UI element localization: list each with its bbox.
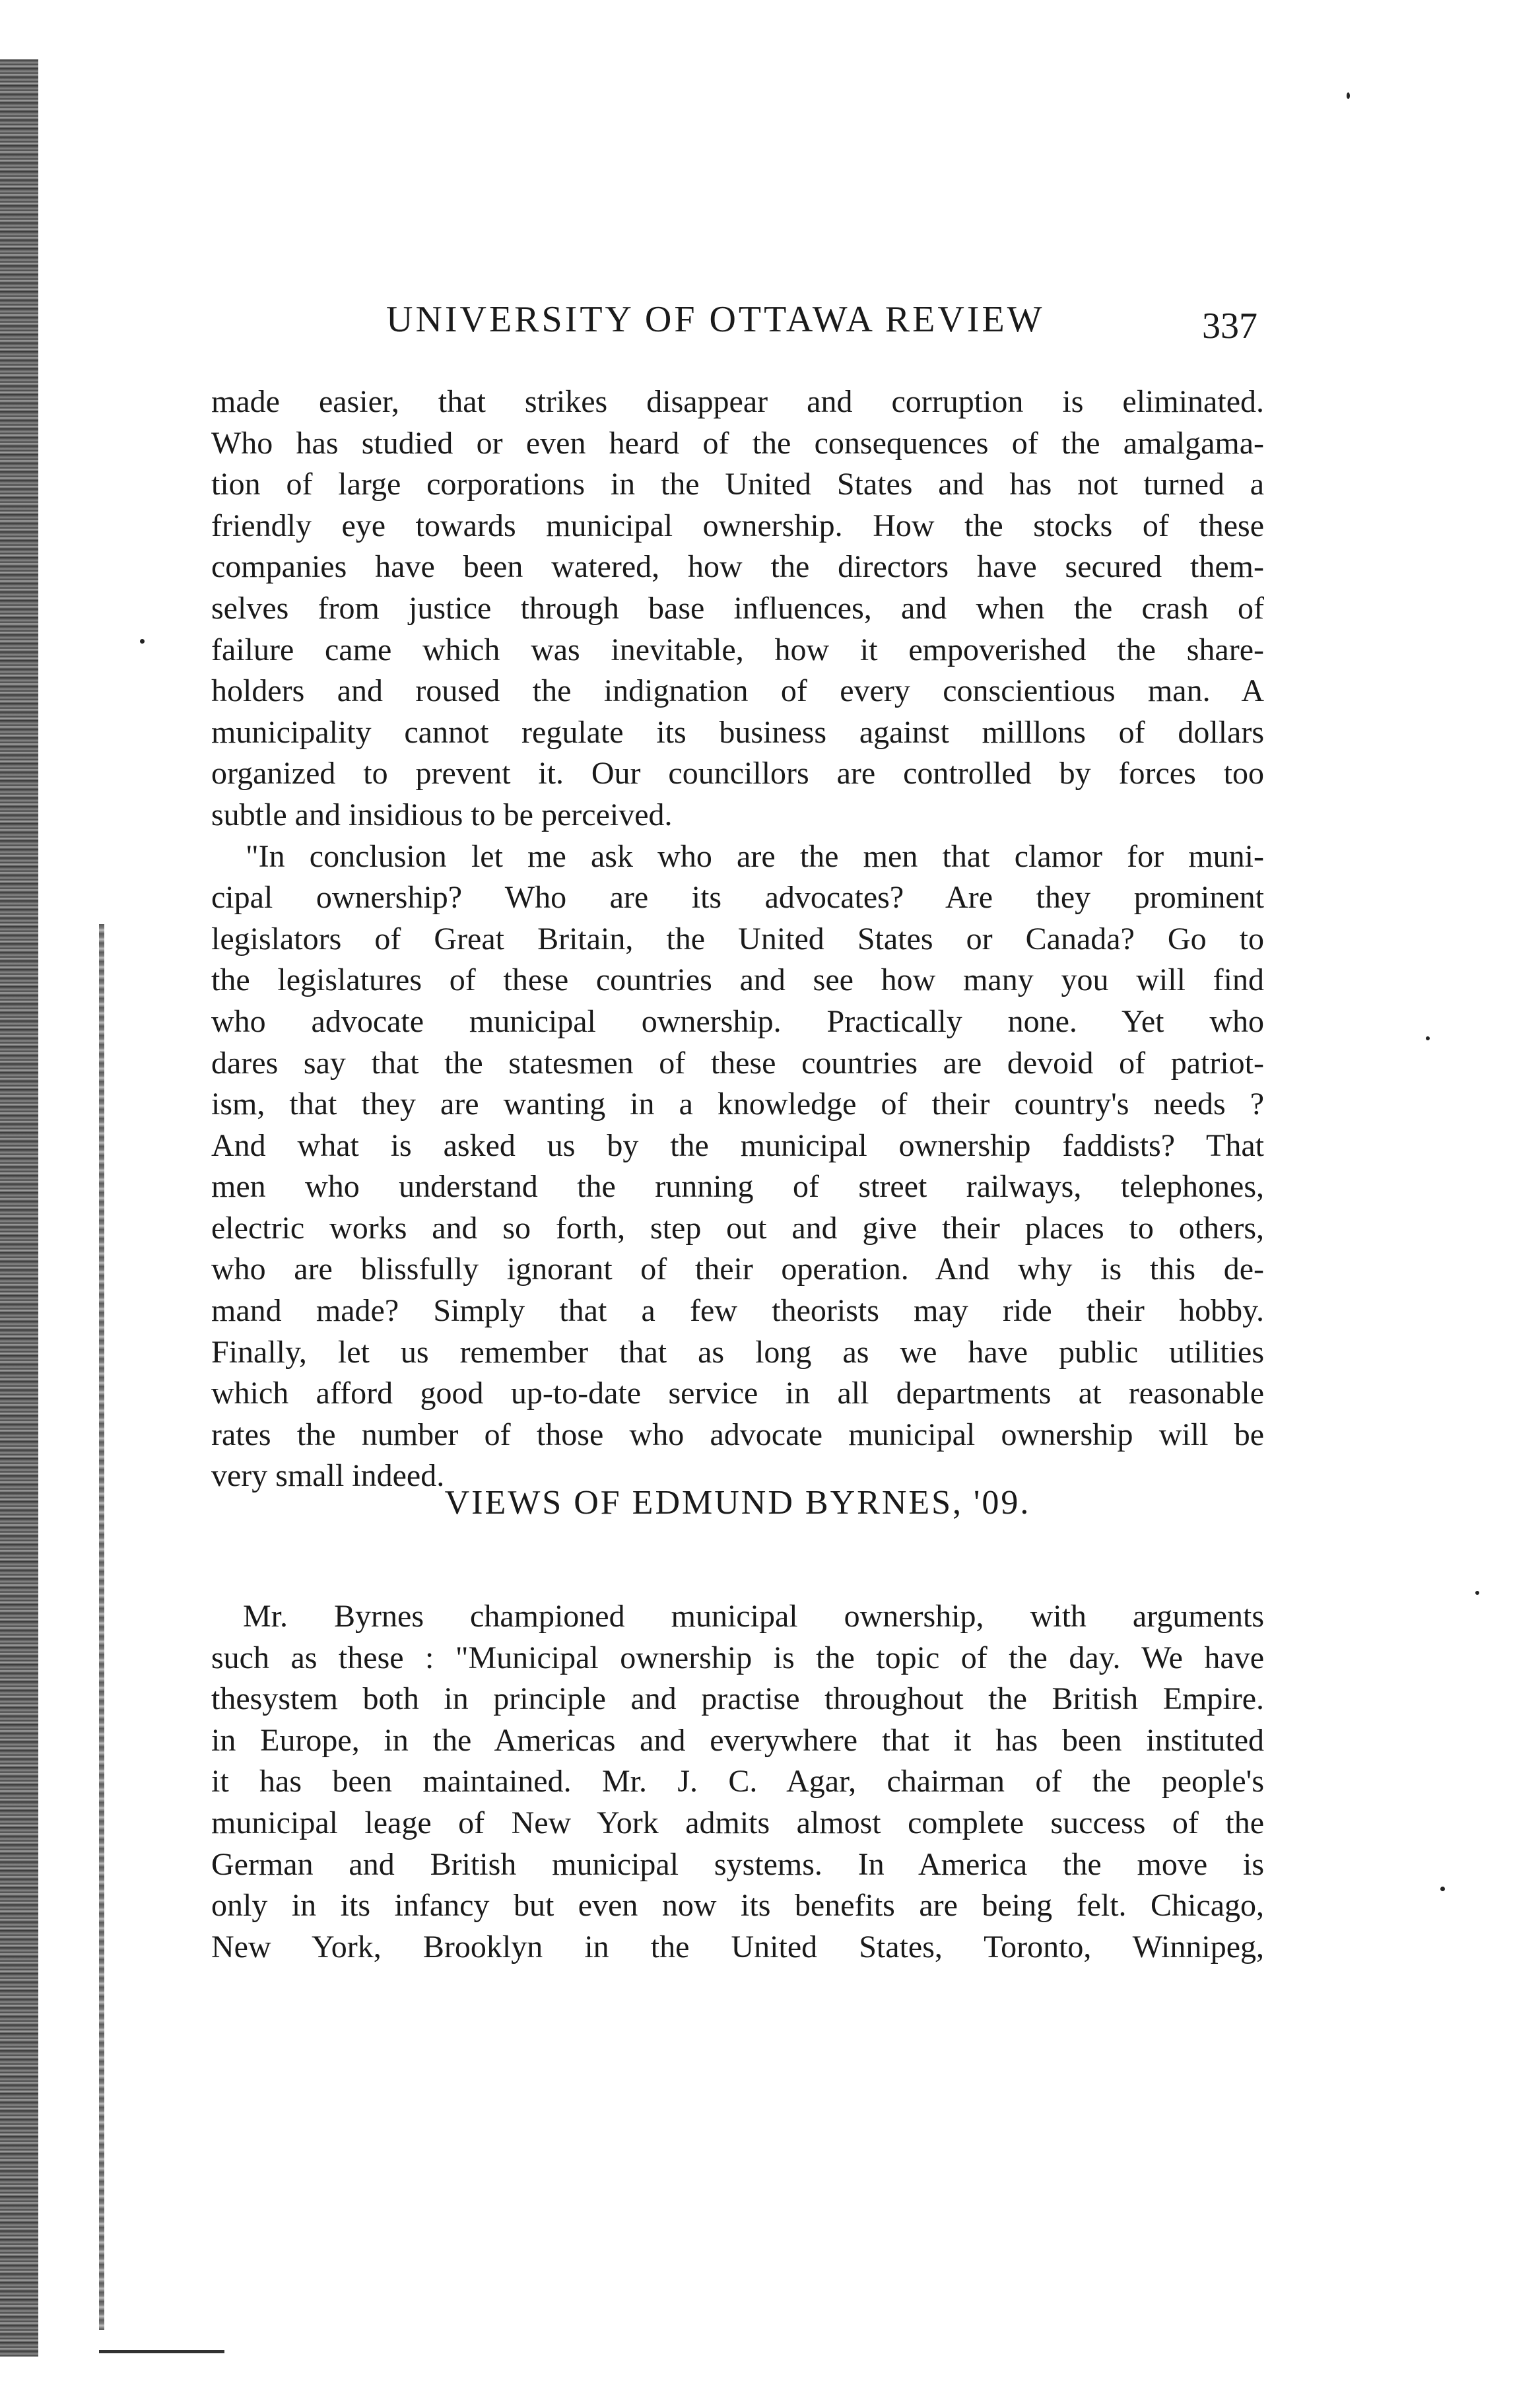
text-line: dares say that the statesmen of these countries are devoid of patriot- bbox=[211, 1045, 1264, 1081]
text-line: failure came which was inevitable, how it empoverished the share- bbox=[211, 632, 1264, 667]
section-heading: VIEWS OF EDMUND BYRNES, '09. bbox=[444, 1484, 1031, 1522]
text-line: "In conclusion let me ask who are the men that clamor for muni- bbox=[246, 838, 1264, 874]
section-body-text bbox=[211, 1596, 1264, 1968]
text-line: ism, that they are wanting in a knowledge of their country's needs ? bbox=[211, 1087, 1264, 1122]
text-line: New York, Brooklyn in the United States, Toronto, Winnipeg, bbox=[211, 1929, 1264, 1964]
text-line: Mr. Byrnes championed municipal ownership, with arguments bbox=[243, 1599, 1264, 1634]
text-line: subtle and insidious to be perceived. bbox=[211, 797, 673, 832]
text-line: holders and roused the indignation of every conscientious man. A bbox=[211, 673, 1264, 709]
scan-speck bbox=[1475, 1591, 1479, 1595]
text-line: friendly eye towards municipal ownership. How the stocks of these bbox=[211, 508, 1264, 543]
text-line: men who understand the running of street railways, telephones, bbox=[211, 1169, 1264, 1205]
text-line: very small indeed. bbox=[211, 1458, 445, 1494]
text-line: who are blissfully ignorant of their operation. And why is this de- bbox=[211, 1252, 1264, 1287]
text-line: selves from justice through base influences, and when the crash of bbox=[211, 590, 1264, 626]
text-line: Finally, let us remember that as long as we have public utilities bbox=[211, 1334, 1264, 1370]
scan-speck bbox=[140, 639, 145, 644]
text-line: the legislatures of these countries and see how many you will find bbox=[211, 962, 1264, 998]
scan-speck bbox=[1440, 1887, 1445, 1891]
text-line: electric works and so forth, step out and give their places to others, bbox=[211, 1210, 1264, 1246]
text-line: companies have been watered, how the directors have secured them- bbox=[211, 549, 1264, 585]
scan-margin-line bbox=[99, 924, 104, 2330]
running-title: UNIVERSITY OF OTTAWA REVIEW bbox=[386, 299, 1045, 340]
scan-speck bbox=[1347, 92, 1350, 99]
text-line: And what is asked us by the municipal ownership faddists? That bbox=[211, 1127, 1264, 1163]
text-line: thesystem both in principle and practise throughout the British Empire. bbox=[211, 1681, 1264, 1717]
text-line: cipal ownership? Who are its advocates? Are they prominent bbox=[211, 880, 1264, 916]
page-number: 337 bbox=[1202, 306, 1257, 347]
text-line: tion of large corporations in the United States and has not turned a bbox=[211, 467, 1264, 502]
text-line: who advocate municipal ownership. Practically none. Yet who bbox=[211, 1003, 1264, 1039]
text-line: municipal leage of New York admits almost complete success of the bbox=[211, 1805, 1264, 1840]
scan-binding-edge bbox=[0, 59, 38, 2357]
text-line: in Europe, in the Americas and everywhere that it has been instituted bbox=[211, 1722, 1264, 1758]
text-line: German and British municipal systems. In America the move is bbox=[211, 1846, 1264, 1882]
text-line: mand made? Simply that a few theorists may ride their hobby. bbox=[211, 1293, 1264, 1329]
text-line: only in its infancy but even now its benefits are being felt. Chicago, bbox=[211, 1888, 1264, 1924]
scan-foot-mark bbox=[99, 2350, 224, 2353]
page-header bbox=[386, 298, 1257, 358]
text-line: Who has studied or even heard of the consequences of the amalgama- bbox=[211, 425, 1264, 461]
text-line: such as these : "Municipal ownership is the topic of the day. We have bbox=[211, 1640, 1264, 1675]
text-line: organized to prevent it. Our councillors are controlled by forces too bbox=[211, 756, 1264, 791]
text-line: rates the number of those who advocate municipal ownership will be bbox=[211, 1417, 1264, 1452]
text-line: legislators of Great Britain, the United States or Canada? Go to bbox=[211, 921, 1264, 956]
text-line: it has been maintained. Mr. J. C. Agar, chairman of the people's bbox=[211, 1764, 1264, 1799]
text-line: made easier, that strikes disappear and corruption is eliminated. bbox=[211, 384, 1264, 419]
body-text bbox=[211, 382, 1264, 1497]
text-line: which afford good up-to-date service in all departments at reasonable bbox=[211, 1376, 1264, 1411]
scan-speck bbox=[1426, 1036, 1430, 1040]
text-line: municipality cannot regulate its business against milllons of dollars bbox=[211, 714, 1264, 750]
